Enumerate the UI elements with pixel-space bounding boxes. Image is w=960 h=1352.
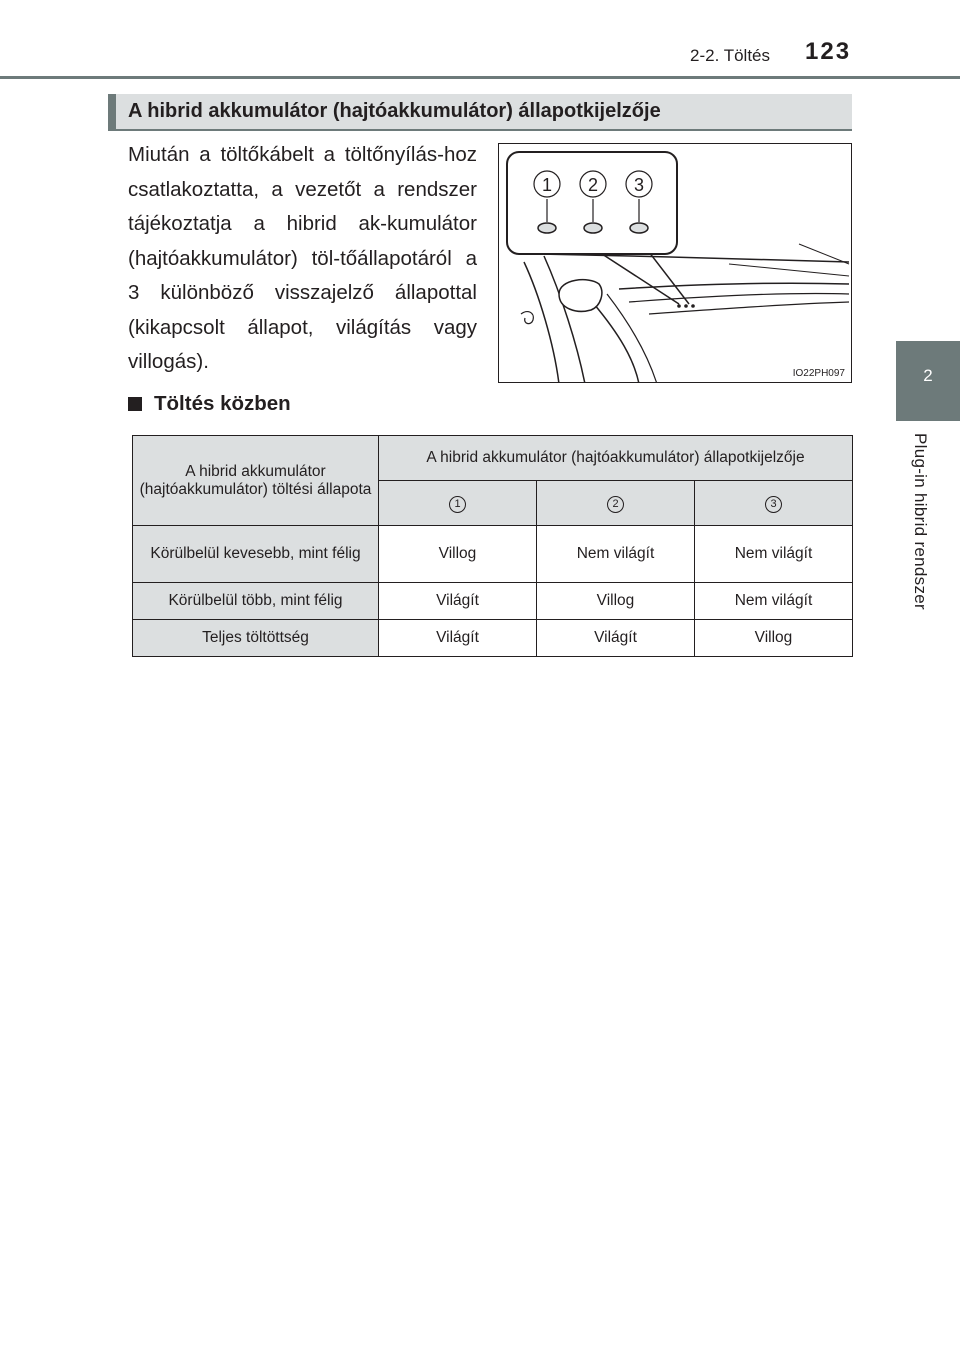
- table-cell: Villog: [379, 526, 537, 583]
- indicator-number-cell: [537, 481, 695, 526]
- table-cell-state: Körülbelül kevesebb, mint félig: [133, 526, 379, 583]
- table-cell: Nem világít: [695, 526, 853, 583]
- car-dashboard-illustration: [499, 144, 852, 383]
- callout-1: 1: [541, 175, 553, 195]
- subheading: [128, 392, 291, 416]
- table-cell: Világít: [379, 620, 537, 657]
- intro-paragraph: Miután a töltőkábelt a töltőnyílás-hoz csatlakoztatta, a vezetőt a rendszer tájékoztatja a hibrid ak-kumulátor (hajtóakkumulátor) töl-tőállapotáról a 3 különböző visszajelző állapottal (kikapcsolt állapot, világítás vagy villogás).: [128, 143, 477, 373]
- page-number: 123: [805, 38, 852, 65]
- bullet-square-icon: [128, 397, 142, 411]
- table-row: [133, 583, 853, 620]
- table-header-indicator: A hibrid akkumulátor (hajtóakkumulátor) állapotkijelzője: [379, 436, 853, 481]
- indicator-number-2: 2: [607, 496, 624, 513]
- subheading-text: Töltés közben: [154, 392, 291, 415]
- chapter-number: 2: [923, 366, 933, 385]
- title-stripe: [108, 94, 116, 129]
- chapter-title: Plug-in hibrid rendszer: [911, 433, 930, 610]
- callout-3: 3: [633, 175, 645, 195]
- callout-2: 2: [587, 175, 599, 195]
- table-cell: Villog: [537, 583, 695, 620]
- table-row: [133, 620, 853, 657]
- table-header-charge-state: A hibrid akkumulátor (hajtóakkumulátor) töltési állapota: [133, 436, 379, 526]
- table-cell: Nem világít: [695, 583, 853, 620]
- indicator-number-3: 3: [765, 496, 782, 513]
- indicator-number-cell: [695, 481, 853, 526]
- figure-code: IO22PH097: [792, 368, 845, 379]
- table-header-row: [133, 436, 853, 481]
- table-cell-state: Körülbelül több, mint félig: [133, 583, 379, 620]
- table-cell-state: Teljes töltöttség: [133, 620, 379, 657]
- section-title-bar: [108, 94, 852, 131]
- section-reference: 2-2. Töltés: [690, 46, 771, 65]
- indicator-number-cell: [379, 481, 537, 526]
- table-row: [133, 526, 853, 583]
- charge-status-table: [132, 435, 853, 657]
- section-title: A hibrid akkumulátor (hajtóakkumulátor) állapotkijelzője: [128, 100, 661, 122]
- indicator-number-1: 1: [449, 496, 466, 513]
- chapter-tab: [896, 341, 960, 421]
- table-cell: Villog: [695, 620, 853, 657]
- indicator-figure: [498, 143, 852, 383]
- table-cell: Világít: [379, 583, 537, 620]
- table-cell: Nem világít: [537, 526, 695, 583]
- header-rule: [0, 76, 960, 79]
- table-cell: Világít: [537, 620, 695, 657]
